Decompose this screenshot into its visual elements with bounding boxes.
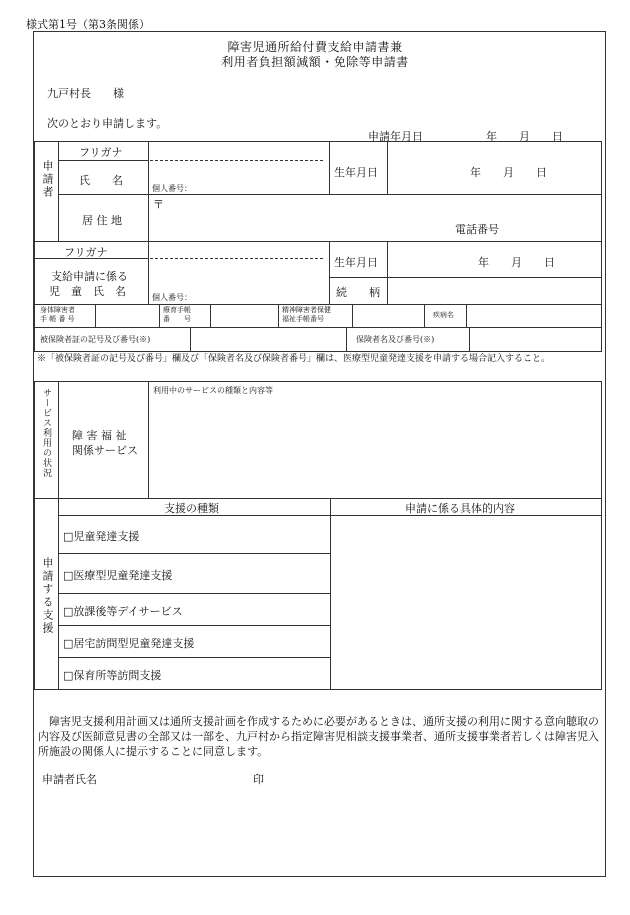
child-birthdate-label: 生年月日 bbox=[334, 256, 378, 269]
mental-notebook-label-2: 福祉手帳番号 bbox=[282, 315, 324, 323]
welfare-service-label-1: 障 害 福 祉 bbox=[72, 429, 127, 442]
disease-label: 疾病名 bbox=[433, 311, 454, 319]
ryoiku-notebook-label-1: 療育手帳 bbox=[163, 306, 191, 314]
postal-mark: 〒 bbox=[153, 198, 164, 211]
applicant-signature-label: 申請者氏名 bbox=[42, 773, 97, 786]
support-detail-header: 申請に係る具体的内容 bbox=[405, 502, 515, 515]
service-content-label: 利用中のサービスの種類と内容等 bbox=[153, 386, 273, 395]
applicant-birthdate-label: 生年月日 bbox=[334, 166, 378, 179]
applicant-personal-number-label: 個人番号： bbox=[152, 184, 192, 193]
child-furigana-label: フリガナ bbox=[64, 246, 108, 259]
form-subtitle: 利用者負担額減額・免除等申請書 bbox=[221, 55, 409, 69]
physical-notebook-label-1: 身体障害者 bbox=[40, 306, 75, 314]
applicant-name-label: 氏 名 bbox=[79, 174, 123, 187]
child-birthdate-field[interactable]: 年 月 日 bbox=[478, 256, 555, 269]
support-option-nursery-visit-support[interactable]: □保育所等訪問支援 bbox=[63, 669, 162, 682]
child-name-label-line2: 児 童 氏 名 bbox=[49, 285, 126, 298]
addressee: 九戸村長 様 bbox=[47, 87, 124, 100]
relation-label: 続 柄 bbox=[336, 286, 380, 299]
welfare-service-label-2: 関係サービス bbox=[72, 444, 138, 457]
support-option-home-visit-child-development[interactable]: □居宅訪問型児童発達支援 bbox=[63, 637, 195, 650]
support-option-child-development[interactable]: □児童発達支援 bbox=[63, 530, 140, 543]
applicant-section-label: 申請者 bbox=[41, 160, 54, 199]
insurer-number-label: 保険者名及び番号(※) bbox=[356, 335, 435, 344]
seal-label: 印 bbox=[253, 773, 264, 786]
service-status-section-label: サービス利用の状況 bbox=[41, 388, 51, 478]
support-option-after-school-day-service[interactable]: □放課後等デイサービス bbox=[63, 605, 183, 618]
support-type-header: 支援の種類 bbox=[164, 502, 219, 515]
phone-label: 電話番号 bbox=[455, 223, 499, 236]
applicant-furigana-label: フリガナ bbox=[79, 146, 123, 159]
insurance-note: ※「被保険者証の記号及び番号」欄及び「保険者名及び保険者番号」欄は、医療型児童発達支援を申請する場合記入すること。 bbox=[37, 354, 551, 364]
form-number-label: 様式第1号（第3条関係） bbox=[26, 18, 150, 31]
ryoiku-notebook-label-2: 番 号 bbox=[163, 315, 191, 323]
insured-number-label: 被保険者証の記号及び番号(※) bbox=[40, 335, 151, 344]
application-date-field[interactable]: 年 月 日 bbox=[486, 130, 563, 143]
consent-statement: 障害児支援利用計画又は通所支援計画を作成するために必要があるときは、通所支援の利用に関する意向聴取の内容及び医師意見書の全部又は一部を、九戸村から指定障害児相談支援事業者、通所支援事業者若しくは障害児入所施設の関係人に提示することに同意します。 bbox=[38, 715, 599, 758]
requested-support-section-label: 申請する支援 bbox=[41, 557, 54, 635]
child-personal-number-label: 個人番号： bbox=[152, 293, 192, 302]
application-date-label: 申請年月日 bbox=[368, 130, 423, 143]
physical-notebook-label-2: 手 帳 番 号 bbox=[40, 315, 75, 323]
applicant-birthdate-field[interactable]: 年 月 日 bbox=[470, 166, 547, 179]
support-option-medical-child-development[interactable]: □医療型児童発達支援 bbox=[63, 569, 173, 582]
applicant-address-label: 居 住 地 bbox=[82, 214, 122, 227]
mental-notebook-label-1: 精神障害者保健 bbox=[282, 306, 331, 314]
intro-text: 次のとおり申請します。 bbox=[47, 117, 168, 130]
child-name-label-line1: 支給申請に係る bbox=[51, 270, 128, 283]
form-title: 障害児通所給付費支給申請書兼 bbox=[227, 40, 403, 54]
